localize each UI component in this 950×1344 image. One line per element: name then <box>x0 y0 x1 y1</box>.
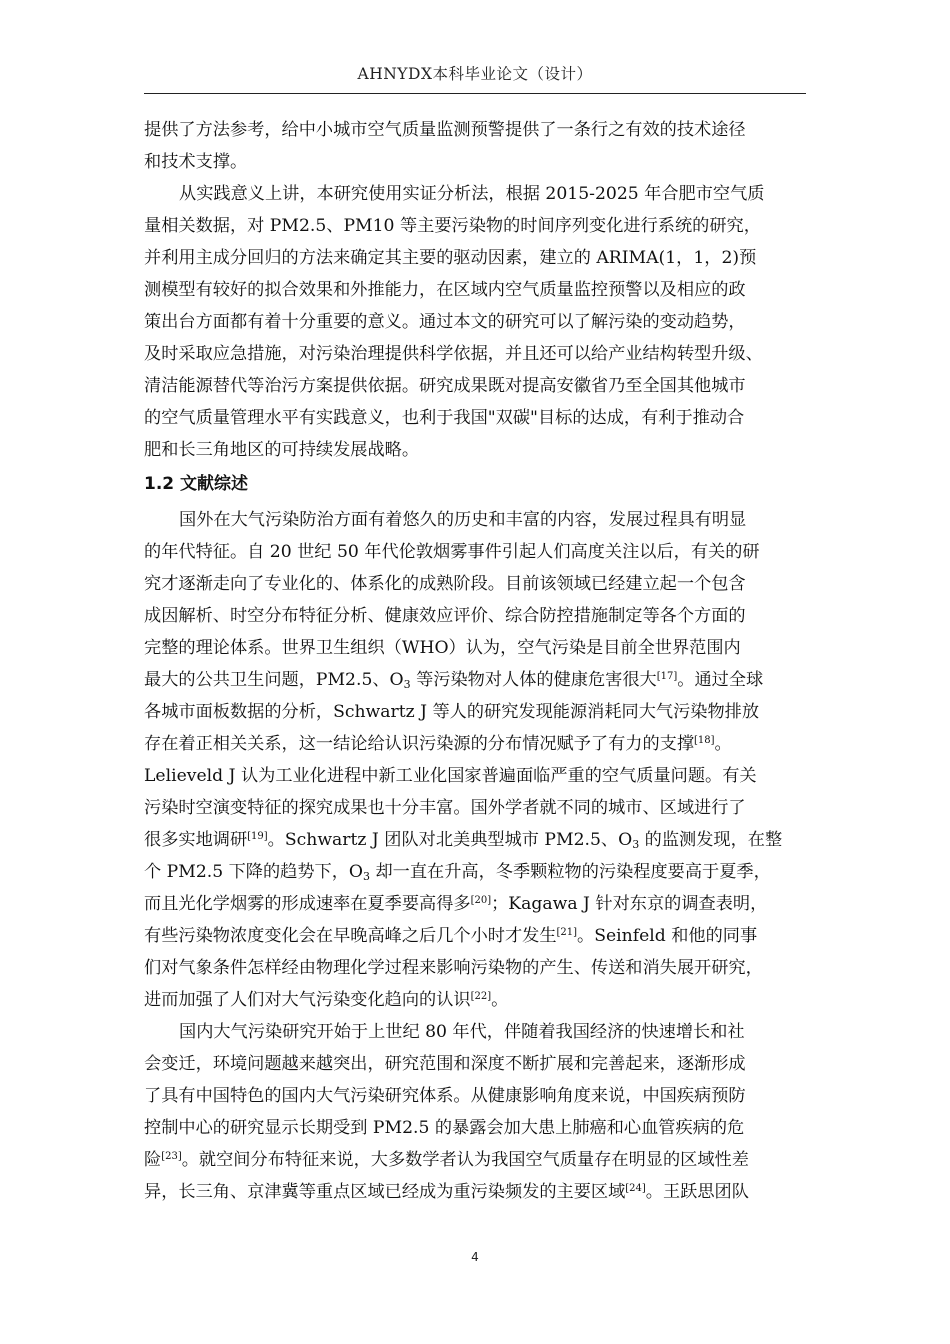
text-line <box>144 1176 808 1208</box>
text-line <box>144 920 808 952</box>
text-run: 险 <box>144 1150 162 1170</box>
text-run: 而且光化学烟雾的形成速率在夏季要高得多 <box>144 894 471 914</box>
text-run: 。王跃思团队 <box>645 1182 749 1202</box>
text-run: ；Kagawa J 针对东京的调查表明， <box>491 894 768 914</box>
text-line <box>144 1144 808 1176</box>
paragraph-2 <box>144 178 808 466</box>
text-line: 策出台方面都有着十分重要的意义。通过本文的研究可以了解污染的变动趋势， <box>144 312 746 332</box>
text-line: 测模型有较好的拟合效果和外推能力，在区域内空气质量监控预警以及相应的政 <box>144 280 746 300</box>
text-run: 。 <box>491 990 509 1010</box>
text-line: 的年代特征。自 20 世纪 50 年代伦敦烟雾事件引起人们高度关注以后，有关的研 <box>144 542 760 562</box>
section-heading: 1.2 文献综述 <box>144 474 249 494</box>
text-line: 污染时空演变特征的探究成果也十分丰富。国外学者就不同的城市、区域进行了 <box>144 798 746 818</box>
text-line: 并利用主成分回归的方法来确定其主要的驱动因素，建立的 ARIMA(1，1，2)预 <box>144 248 757 268</box>
citation-ref: [20] <box>470 895 492 906</box>
citation-ref: [22] <box>470 991 492 1002</box>
text-line <box>144 664 808 696</box>
text-run: 异，长三角、京津冀等重点区域已经成为重污染频发的主要区域 <box>144 1182 626 1202</box>
citation-ref: [19] <box>247 831 268 842</box>
text-run: 的监测发现，在整 <box>639 830 783 850</box>
text-line <box>144 984 808 1016</box>
text-line: 了具有中国特色的国内大气污染研究体系。从健康影响角度来说，中国疾病预防 <box>144 1086 746 1106</box>
text-line: Lelieveld J 认为工业化进程中新工业化国家普遍面临严重的空气质量问题。有关 <box>144 766 757 786</box>
citation-ref: [21] <box>556 927 578 938</box>
text-run: 有些污染物浓度变化会在早晚高峰之后几个小时才发生 <box>144 926 557 946</box>
text-line <box>144 888 808 920</box>
running-header: AHNYDX本科毕业论文（设计） <box>357 65 593 83</box>
text-line: 究才逐渐走向了专业化的、体系化的成熟阶段。目前该领域已经建立起一个包含 <box>144 574 746 594</box>
text-line: 清洁能源替代等治污方案提供依据。研究成果既对提高安徽省乃至全国其他城市 <box>144 376 746 396</box>
text-run: 个 PM2.5 下降的趋势下，O <box>144 862 364 882</box>
text-line <box>144 856 808 888</box>
citation-ref: [24] <box>625 1183 646 1194</box>
paragraph-4 <box>144 1016 808 1208</box>
paragraph-3 <box>144 504 808 1016</box>
text-line: 成因解析、时空分布特征分析、健康效应评价、综合防控措施制定等各个方面的 <box>144 606 746 626</box>
subscript: 3 <box>403 678 411 691</box>
text-line: 各城市面板数据的分析，Schwartz J 等人的研究发现能源消耗同大气污染物排放 <box>144 702 760 722</box>
text-run: 却一直在升高，冬季颗粒物的污染程度要高于夏季， <box>370 862 771 882</box>
text-line: 们对气象条件怎样经由物理化学过程来影响污染物的产生、传送和消失展开研究， <box>144 958 763 978</box>
citation-ref: [18] <box>694 735 715 746</box>
text-run: 最大的公共卫生问题，PM2.5、O <box>144 670 404 690</box>
text-line: 和技术支撑。 <box>144 152 248 172</box>
text-run: 。Seinfeld 和他的同事 <box>577 926 758 946</box>
text-run: 进而加强了人们对大气污染变化趋向的认识 <box>144 990 471 1010</box>
text-run: 。就空间分布特征来说，大多数学者认为我国空气质量存在明显的区域性差 <box>181 1150 749 1170</box>
header-divider <box>144 93 806 94</box>
subscript: 3 <box>363 870 371 883</box>
text-line: 及时采取应急措施，对污染治理提供科学依据，并且还可以给产业结构转型升级、 <box>144 344 763 364</box>
text-line: 国外在大气污染防治方面有着悠久的历史和丰富的内容，发展过程具有明显 <box>179 510 747 530</box>
page-body <box>144 114 808 1208</box>
text-run: 存在着正相关关系，这一结论给认识污染源的分布情况赋予了有力的支撑 <box>144 734 695 754</box>
text-run: 等污染物对人体的健康危害很大 <box>410 670 657 690</box>
text-line: 控制中心的研究显示长期受到 PM2.5 的暴露会加大患上肺癌和心血管疾病的危 <box>144 1118 745 1138</box>
text-line <box>144 728 808 760</box>
text-line: 会变迁，环境问题越来越突出，研究范围和深度不断扩展和完善起来，逐渐形成 <box>144 1054 746 1074</box>
text-run: 很多实地调研 <box>144 830 248 850</box>
text-line <box>144 824 808 856</box>
paragraph-1 <box>144 114 808 178</box>
text-line: 国内大气污染研究开始于上世纪 80 年代，伴随着我国经济的快速增长和社 <box>179 1022 745 1042</box>
text-line: 完整的理论体系。世界卫生组织（WHO）认为，空气污染是目前全世界范围内 <box>144 638 741 658</box>
text-line: 的空气质量管理水平有实践意义，也利于我国"双碳"目标的达成，有利于推动合 <box>144 408 745 428</box>
text-line: 提供了方法参考，给中小城市空气质量监测预警提供了一条行之有效的技术途径 <box>144 120 746 140</box>
citation-ref: [17] <box>656 671 678 682</box>
text-line: 从实践意义上讲，本研究使用实证分析法，根据 2015-2025 年合肥市空气质 <box>179 184 765 204</box>
citation-ref: [23] <box>161 1151 182 1162</box>
text-line: 肥和长三角地区的可持续发展战略。 <box>144 440 420 460</box>
text-run: 。通过全球 <box>677 670 764 690</box>
text-run: 。 <box>714 734 732 754</box>
page-number: 4 <box>471 1250 479 1264</box>
text-line: 量相关数据，对 PM2.5、PM10 等主要污染物的时间序列变化进行系统的研究， <box>144 216 761 236</box>
text-run: 。Schwartz J 团队对北美典型城市 PM2.5、O <box>267 830 633 850</box>
subscript: 3 <box>632 838 640 851</box>
